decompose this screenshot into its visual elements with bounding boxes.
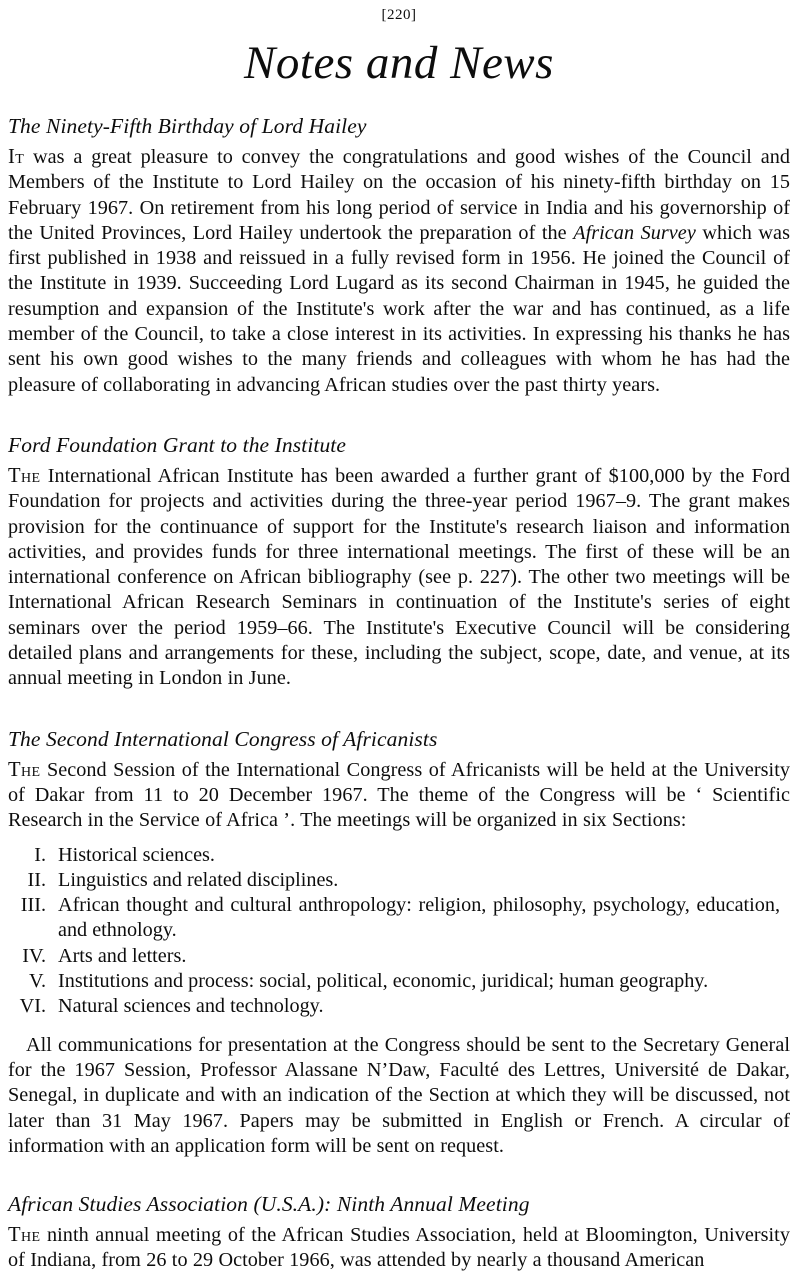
section-paragraph-asa-meeting xyxy=(8,1223,790,1274)
list-item xyxy=(8,843,790,868)
list-item-numeral: VI. xyxy=(19,995,46,1018)
list-item xyxy=(8,893,790,944)
page-title: Notes and News xyxy=(244,37,554,89)
paragraph-opener-smallcaps: The xyxy=(8,758,41,781)
list-item-label: Historical sciences. xyxy=(58,843,215,866)
list-item-numeral: I. xyxy=(34,843,46,866)
list-item xyxy=(8,969,790,994)
section-heading-african-studies-association: African Studies Association (U.S.A.): Ninth Annual Meeting xyxy=(8,1192,530,1217)
list-item-numeral: V. xyxy=(28,970,46,993)
section-heading-ninety-fifth-birthday: The Ninety-Fifth Birthday of Lord Hailey xyxy=(8,114,367,138)
list-item-numeral: IV. xyxy=(22,944,46,967)
paragraph-opener-smallcaps: The xyxy=(8,464,41,487)
list-item xyxy=(8,868,790,893)
paragraph-text-part: which was first published in 1938 and reissued in a fully revised form in 1956. He joined the Council of the Institute in 1939. Succeeding Lord Lugard as its second Chairman in 1945, he guided the resumption and expansion of the Institute's work after the war and has continued, as a life member of the Council, to take a close interest in its activities. In expressing his thanks he has sent his own good wishes to the many friends and colleagues with whom he has had the pleasure of collaborating in advancing African studies over the past thirty years. xyxy=(8,221,790,396)
paragraph-opener-smallcaps: It xyxy=(8,146,25,168)
section-paragraph-ford-grant xyxy=(8,464,790,692)
paragraph-text-part: ninth annual meeting of the African Studies Association, held at Bloomington, University of Indiana, from 26 to 29 October 1966, was attended by nearly a thousand American xyxy=(8,1224,790,1272)
section-paragraph-congress-communications: All communications for presentation at the Congress should be sent to the Secretary General for the 1967 Session, Professor Alassane N’Daw, Faculté des Lettres, Université de Dakar, Senegal, in duplicate and with an indication of the Section at which they will be discussed, not later than 31 May 1967. Papers may be submitted in English or French. A circular of information with an application form will be sent on request. xyxy=(8,1033,790,1157)
section-heading-ford-foundation-grant: Ford Foundation Grant to the Institute xyxy=(8,432,347,457)
list-item xyxy=(8,944,790,969)
congress-sections-list xyxy=(8,843,790,1020)
list-item-label: Institutions and process: social, political, economic, juridical; human geography. xyxy=(58,970,709,993)
section-paragraph-birthday xyxy=(8,145,790,398)
list-item-label: Linguistics and related disciplines. xyxy=(58,868,339,891)
list-item-label: Arts and letters. xyxy=(58,944,187,967)
paragraph-text-part: Second Session of the International Congress of Africanists will be held at the University of Dakar from 11 to 20 December 1967. The theme of the Congress will be ‘ Scientific Research in the Service of Africa ’. The meetings will be organized in six Sections: xyxy=(8,758,790,832)
list-item-numeral: II. xyxy=(27,868,46,891)
paragraph-text-part: was a great pleasure to convey the congratulations and good wishes of the Council and Members of the Institute to Lord Hailey on the occasion of his ninety-fifth birthday on 15 February 1967. On retirement from his long period of service in India and his governorship of the United Provinces, Lord Hailey undertook the preparation of the xyxy=(8,146,790,244)
clipped-paragraph-region xyxy=(8,1217,790,1274)
list-item xyxy=(8,994,790,1019)
page-folio-number: [220] xyxy=(381,7,417,23)
section-paragraph-congress-intro xyxy=(8,758,790,834)
italic-title-african-survey: African Survey xyxy=(573,221,696,244)
list-item-numeral: III. xyxy=(20,894,46,917)
list-item-label: African thought and cultural anthropology: religion, philosophy, psychology, education, and ethnology. xyxy=(58,894,780,942)
paragraph-text-part: International African Institute has been awarded a further grant of $100,000 by the Ford Foundation for projects and activities during the three-year period 1967–9. The grant makes provision for the continuance of support for the Institute's research liaison and information activities, and provides funds for three international meetings. The first of these will be an international conference on African bibliography (see p. 227). The other two meetings will be International African Research Seminars in continuation of the Institute's series of eight seminars over the period 1959–66. The Institute's Executive Council will be considering detailed plans and arrangements for these, including the subject, scope, date, and venue, at its annual meeting in London in June. xyxy=(8,464,790,690)
list-item-label: Natural sciences and technology. xyxy=(58,995,324,1018)
paragraph-opener-smallcaps: The xyxy=(8,1224,41,1247)
section-heading-second-congress-africanists: The Second International Congress of Africanists xyxy=(8,726,438,751)
